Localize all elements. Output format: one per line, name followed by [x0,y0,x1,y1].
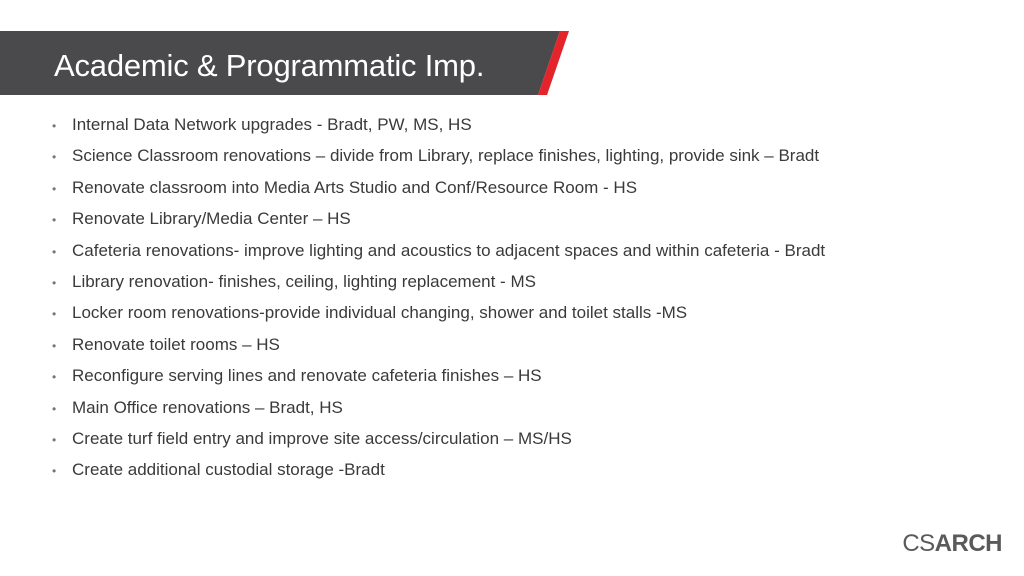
bullet-text: Create additional custodial storage -Bradt [72,460,385,480]
list-item [52,140,992,171]
list-item [52,329,992,360]
bullet-dot-icon: • [52,275,57,290]
bullet-text: Reconfigure serving lines and renovate cafeteria finishes – HS [72,366,542,386]
logo-light-text: CS [902,530,935,557]
bullet-text: Renovate classroom into Media Arts Studio and Conf/Resource Room - HS [72,177,638,197]
bullet-dot-icon: • [52,119,57,133]
list-item [52,392,992,423]
bullet-dot-icon: • [52,181,57,196]
list-item [52,266,992,297]
bullet-dot-icon: • [52,307,57,322]
bullet-text: Create turf field entry and improve site access/circulation – MS/HS [72,428,572,448]
slide-title: Academic & Programmatic Imp. [54,48,485,83]
bullet-text: Main Office renovations – Bradt, HS [72,397,343,417]
bullet-dot-icon: • [52,370,57,385]
bullet-text: Library renovation- finishes, ceiling, lighting replacement - MS [72,271,536,291]
bullet-text: Cafeteria renovations- improve lighting and acoustics to adjacent spaces and within cafeteria - Bradt [72,240,826,260]
bullet-text: Science Classroom renovations – divide from Library, replace finishes, lighting, provide sink – Bradt [72,146,820,166]
bullet-text: Renovate toilet rooms – HS [72,334,280,354]
bullet-text: Internal Data Network upgrades - Bradt, PW, MS, HS [72,115,472,134]
bullet-dot-icon: • [52,213,57,228]
list-item [52,423,992,454]
list-item [52,360,992,391]
bullet-text: Renovate Library/Media Center – HS [72,209,351,229]
list-item [52,297,992,328]
bullet-list [52,109,992,486]
bullet-dot-icon: • [52,464,57,479]
list-item [52,172,992,203]
bullet-dot-icon: • [52,244,57,259]
bullet-dot-icon: • [52,338,57,353]
list-item [52,109,992,140]
bullet-dot-icon: • [52,401,57,416]
bullet-text: Locker room renovations-provide individual changing, shower and toilet stalls -MS [72,303,688,323]
list-item [52,454,992,485]
bullet-dot-icon: • [52,150,57,165]
csarch-logo [902,530,1002,558]
list-item [52,235,992,266]
list-item [52,203,992,234]
logo-bold-text: ARCH [934,530,1002,557]
bullet-dot-icon: • [52,432,57,447]
